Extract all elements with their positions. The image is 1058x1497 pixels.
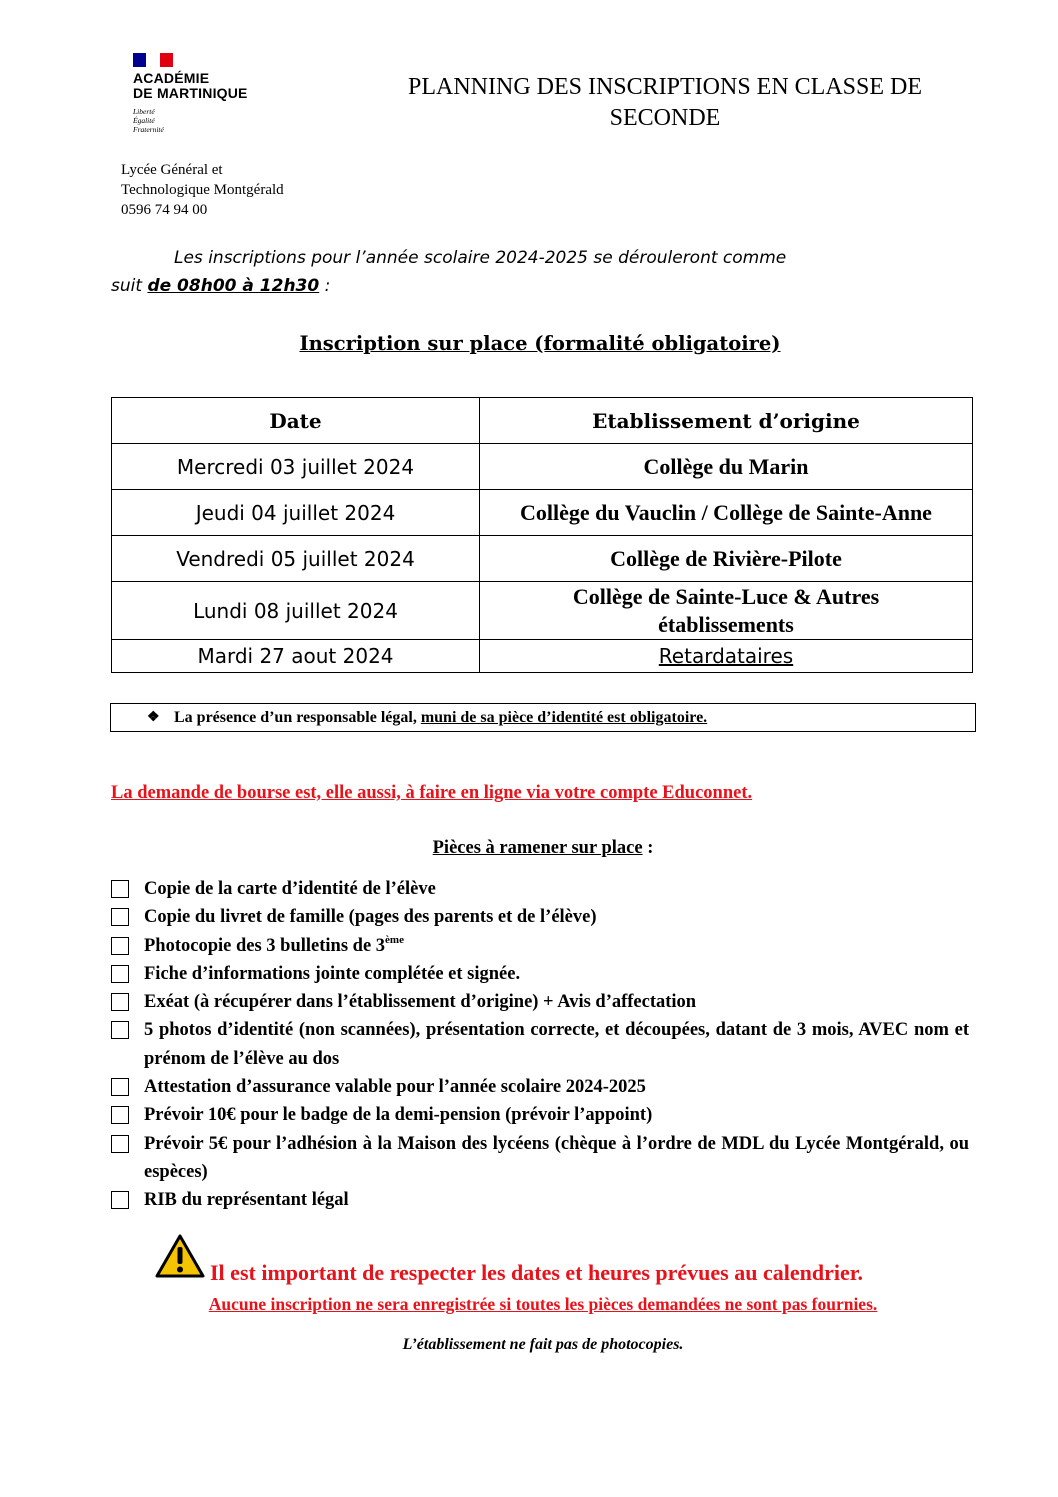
no-photocopy-note: L’établissement ne fait pas de photocopies. [402, 1336, 684, 1353]
bourse-notice: La demande de bourse est, elle aussi, à faire en ligne via votre compte Educonnet. [111, 783, 753, 803]
row-date: Lundi 08 juillet 2024 [112, 582, 480, 640]
checkbox[interactable] [111, 1078, 129, 1096]
table-row [112, 640, 973, 673]
checklist-item-label: Exéat (à récupérer dans l’établissement d’origine) + Avis d’affectation [144, 992, 697, 1013]
row-school: Collège de Rivière-Pilote [480, 536, 973, 582]
checklist-item [111, 903, 969, 931]
checkbox[interactable] [111, 908, 129, 926]
row-date: Mardi 27 aout 2024 [112, 640, 480, 673]
checkbox[interactable] [111, 965, 129, 983]
notice-part-2: muni de sa pièce d’identité est obligatoire. [420, 709, 708, 726]
table-row [112, 444, 973, 490]
table-row [112, 490, 973, 536]
logo-line-1: ACADÉMIE [133, 70, 210, 86]
intro-text [111, 244, 911, 300]
row-school: Retardataires [480, 640, 973, 673]
warning-line-1: Il est important de respecter les dates et heures prévues au calendrier. [210, 1260, 863, 1285]
checklist-item [111, 1186, 969, 1214]
logo-title [133, 71, 303, 101]
warning-triangle-icon [155, 1234, 205, 1278]
school-name-2: Technologique Montgérald [121, 182, 284, 198]
checklist-item [111, 1016, 969, 1073]
checklist-item-label: Copie de la carte d’identité de l’élève [144, 879, 436, 899]
checklist-item-label: Fiche d’informations jointe complétée et signée. [144, 963, 521, 984]
checkbox[interactable] [111, 937, 129, 955]
checklist-item-label: Prévoir 10€ pour le badge de la demi-pension (prévoir l’appoint) [144, 1105, 653, 1126]
checkbox[interactable] [111, 1106, 129, 1124]
checklist-item-label: Copie du livret de famille (pages des parents et de l’élève) [144, 907, 597, 928]
row-school: Collège de Sainte-Luce & Autres établissements [480, 582, 973, 640]
checklist-item-label: RIB du représentant légal [144, 1190, 349, 1211]
school-phone: 0596 74 94 00 [121, 202, 208, 218]
checkbox[interactable] [111, 993, 129, 1011]
motto-fraternite: Fraternité [133, 125, 164, 134]
schedule-table [111, 397, 973, 673]
checklist-item-label: Photocopie des 3 bulletins de 3 [144, 935, 386, 956]
school-info [121, 160, 284, 220]
row-school: Collège du Marin [480, 444, 973, 490]
notice-part-1: La présence d’un responsable légal, [174, 709, 421, 726]
school-name-1: Lycée Général et [121, 162, 223, 178]
republic-motto [133, 107, 303, 134]
motto-egalite: Égalité [133, 116, 155, 125]
checkbox[interactable] [111, 880, 129, 898]
notice-box [110, 703, 976, 732]
intro-line-2 [111, 272, 911, 300]
intro-suit: suit [111, 276, 148, 296]
pieces-title-colon: : [642, 838, 654, 858]
pieces-title-text: Pièces à ramener sur place [432, 838, 643, 858]
notice-text [174, 704, 707, 731]
schedule-title: Inscription sur place (formalité obligatoire) [299, 332, 781, 355]
intro-line-1: Les inscriptions pour l’année scolaire 2024-2025 se dérouleront comme [174, 248, 787, 268]
warning-line-2: Aucune inscription ne sera enregistrée si toutes les pièces demandées ne sont pas fournies. [208, 1294, 878, 1314]
checklist-item [111, 1130, 969, 1187]
checkbox[interactable] [111, 1191, 129, 1209]
checklist-item-label: Prévoir 5€ pour l’adhésion à la Maison des lycéens (chèque à l’ordre de MDL du Lycée Montgérald, ou espèces) [144, 1133, 969, 1182]
intro-hours: de 08h00 à 12h30 [147, 276, 320, 296]
logo-line-2: DE MARTINIQUE [133, 85, 248, 101]
checklist-item [111, 1101, 969, 1129]
row-date: Jeudi 04 juillet 2024 [112, 490, 480, 536]
row-date: Vendredi 05 juillet 2024 [112, 536, 480, 582]
motto-liberte: Liberté [133, 107, 155, 116]
superscript-eme: ème [385, 933, 404, 946]
checkbox[interactable] [111, 1135, 129, 1153]
table-row [112, 582, 973, 640]
row-date: Mercredi 03 juillet 2024 [112, 444, 480, 490]
checklist-item-label: 5 photos d’identité (non scannées), présentation correcte, et découpées, datant de 3 mois, AVEC nom et prénom de l’élève au dos [144, 1020, 969, 1069]
checklist-item [111, 988, 969, 1016]
row-school: Collège du Vauclin / Collège de Sainte-Anne [480, 490, 973, 536]
academie-logo [133, 53, 303, 134]
french-flag-icon [133, 53, 173, 67]
checklist-item-label: Attestation d’assurance valable pour l’année scolaire 2024-2025 [144, 1077, 646, 1098]
intro-colon: : [319, 276, 331, 296]
header-school: Etablissement d’origine [480, 398, 973, 444]
document-title: PLANNING DES INSCRIPTIONS EN CLASSE DE SECONDE [407, 74, 923, 131]
pieces-title [110, 838, 976, 859]
checklist-item [111, 875, 969, 903]
checklist [111, 875, 969, 1215]
checklist-item [111, 932, 969, 960]
table-row [112, 536, 973, 582]
diamond-bullet-icon: ❖ [147, 710, 160, 725]
checkbox[interactable] [111, 1021, 129, 1039]
checklist-item [111, 1073, 969, 1101]
header-date: Date [112, 398, 480, 444]
table-header-row [112, 398, 973, 444]
checklist-item [111, 960, 969, 988]
